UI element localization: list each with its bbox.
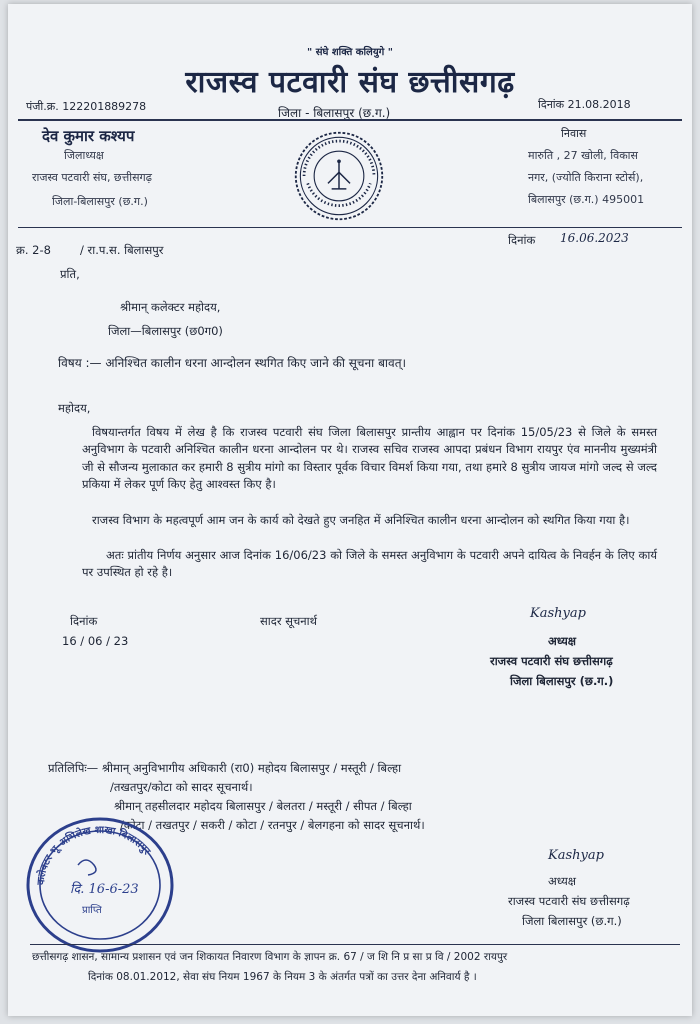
salutation: महोदय, [58, 401, 91, 415]
signature-2-district: जिला बिलासपुर (छ.ग.) [522, 914, 622, 928]
association-seal-emblem [293, 130, 385, 222]
letter-date-label: दिनांक [508, 233, 536, 247]
stamp-label: प्राप्ति [82, 905, 102, 916]
president-signature: Kashyap [530, 606, 586, 621]
subject-line: विषय :— अनिश्चित कालीन धरना आन्दोलन स्थगित किए जाने की सूचना बावत्। [58, 356, 407, 370]
letter-date-value: 16.06.2023 [560, 231, 629, 245]
signature-2-title: अध्यक्ष [548, 874, 577, 888]
to-label: प्रति, [60, 267, 80, 281]
residence-line-3: बिलासपुर (छ.ग.) 495001 [528, 193, 645, 206]
letterhead-date: दिनांक 21.08.2018 [538, 98, 631, 111]
reference-office: / रा.प.स. बिलासपुर [80, 243, 164, 257]
letterhead-divider [18, 119, 682, 121]
body-paragraph-3 [82, 547, 657, 582]
letterhead-district: जिला - बिलासपुर (छ.ग.) [278, 106, 391, 120]
stamp-handwritten-date: दि. 16-6-23 [70, 882, 139, 897]
residence-line-2: नगर, (ज्योति किराना स्टोर्स), [528, 171, 644, 184]
signature-title: अध्यक्ष [548, 634, 577, 648]
body-paragraph-3-text: अतः प्रांतीय निर्णय अनुसार आज दिनांक 16/06/23 को जिले के समस्त अनुविभाग के पटवारी अपने दायित्व के निवर्हन के लिए कार्य पर उपस्थित हो रहे है। [82, 548, 657, 580]
registration-number: पंजी.क्र. 122201889278 [26, 100, 147, 113]
footer-line-1: छत्तीसगढ़ शासन, सामान्य प्रशासन एवं जन शिकायत निवारण विभाग के ज्ञापन क्र. 67 / ज शि नि प्र सा प्र वि / 2002 रायपुर [32, 951, 508, 963]
reference-number: क्र. 2-8 [16, 243, 51, 257]
letterhead-motto: " संघे शक्ति कलियुगे " [307, 47, 393, 58]
president-org: राजस्व पटवारी संघ, छत्तीसगढ़ [32, 171, 152, 184]
closing-date-label: दिनांक [70, 614, 98, 628]
stamp-ring-text: कलेक्टर भू-अभिलेख शाखा बिलासपुर [35, 824, 153, 886]
cc-line-3: श्रीमान् तहसीलदार महोदय बिलासपुर / बेलतरा / मस्तूरी / सीपत / बिल्हा [114, 799, 412, 813]
signature-2-org: राजस्व पटवारी संघ छत्तीसगढ़ [508, 894, 630, 908]
cc-line-2: /तखतपुर/कोटा को सादर सूचनार्थ। [110, 780, 253, 794]
president-signature-2: Kashyap [548, 848, 604, 863]
closing-text: सादर सूचनार्थ [260, 614, 318, 628]
residence-line-1: मारुति , 27 खोली, विकास [528, 149, 638, 162]
body-paragraph-2: राजस्व विभाग के महत्वपूर्ण आम जन के कार्य को देखते हुए जनहित में अनिश्चित कालीन धरना आन्दोलन को स्थगित किया गया है। [92, 513, 630, 527]
addressee-line-1: श्रीमान् कलेक्टर महोदय, [120, 300, 221, 314]
signature-district: जिला बिलासपुर (छ.ग.) [510, 674, 614, 688]
closing-date-value: 16 / 06 / 23 [62, 634, 129, 648]
footer-line-2: दिनांक 08.01.2012, सेवा संघ नियम 1967 के नियम 3 के अंतर्गत पत्रों का उत्तर देना अनिवार्य है । [88, 971, 477, 983]
body-paragraph-1-text: विषयान्तर्गत विषय में लेख है कि राजस्व पटवारी संघ जिला बिलासपुर प्रान्तीय आह्वान पर दिनांक 15/05/23 से जिले के समस्त अनुविभाग के पटवारी अनिश्चित कालीन धरना आन्दोलन पर थे। राजस्व सचिव राजस्व आपदा प्रबंधन विभाग रायपुर एंव माननीय मुख्यमंत्री जी से सौजन्य मुलाकात कर हमारी 8 सुत्रीय मांगो का विस्तार पूर्वक विचार विमर्श किया गया, तथा हमारे 8 सुत्रीय जायज मांगो जल्द से जल्द प्रकिया में लेकर पूर्ण किए हेतु आश्वस्त किए है। [82, 425, 657, 491]
president-name: देव कुमार कश्यप [42, 127, 135, 145]
cc-line-4: /कोटा / तखतपुर / सकरी / कोटा / रतनपुर / बेलगहना को सादर सूचनार्थ। [120, 818, 425, 832]
president-designation: जिलाध्यक्ष [64, 149, 104, 162]
letterhead-divider-lower [18, 227, 682, 228]
addressee-line-2: जिला—बिलासपुर (छ0ग0) [108, 324, 223, 338]
letterhead-title: राजस्व पटवारी संघ छत्तीसगढ़ [185, 65, 515, 100]
signature-org: राजस्व पटवारी संघ छत्तीसगढ़ [490, 654, 613, 668]
body-paragraph-1 [82, 424, 657, 493]
cc-line-1: प्रतिलिपिः— श्रीमान् अनुविभागीय अधिकारी (रा0) महोदय बिलासपुर / मस्तूरी / बिल्हा [48, 761, 402, 775]
residence-label: निवास [561, 127, 587, 140]
president-district: जिला-बिलासपुर (छ.ग.) [52, 195, 148, 208]
letter-page [8, 4, 692, 1016]
footer-divider [30, 944, 680, 945]
receipt-stamp [20, 809, 180, 959]
